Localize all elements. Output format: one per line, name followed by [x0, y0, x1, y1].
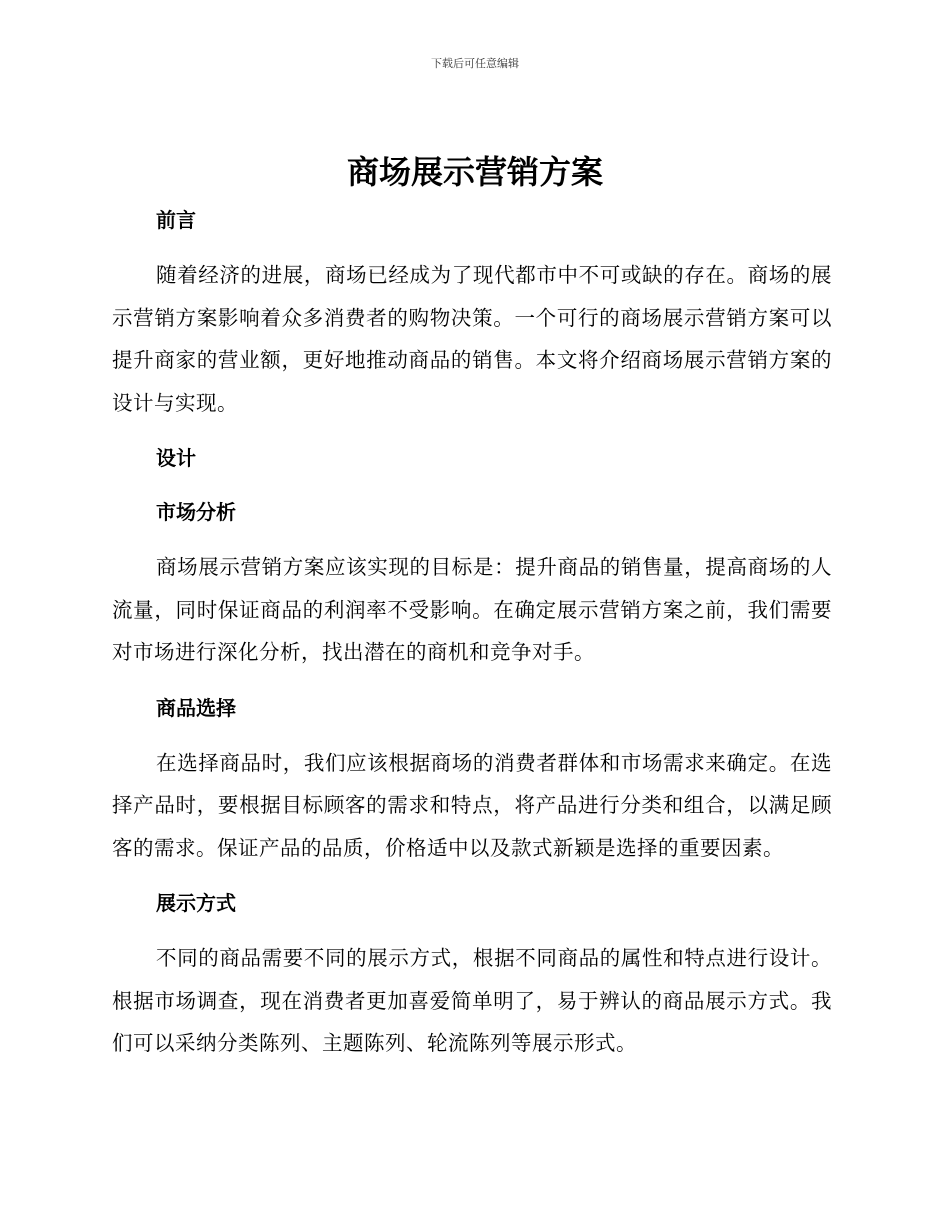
section-heading-display-method: 展示方式 — [156, 891, 236, 915]
header-note: 下载后可任意编辑 — [431, 57, 519, 70]
section-paragraph-product-selection: 在选择商品时，我们应该根据商场的消费者群体和市场需求来确定。在选择产品时，要根据目标顾客的需求和特点，将产品进行分类和组合，以满足顾客的需求。保证产品的品质，价格适中以及款式新颖是选择的重要因素。 — [112, 750, 832, 860]
section-heading-product-selection: 商品选择 — [156, 695, 236, 720]
section-paragraph-display-method: 不同的商品需要不同的展示方式，根据不同商品的属性和特点进行设计。根据市场调查，现在消费者更加喜爱简单明了，易于辨认的商品展示方式。我们可以采纳分类陈列、主题陈列、轮流陈列等展示形式。 — [112, 946, 832, 1055]
section-heading-preface: 前言 — [156, 208, 196, 232]
section-paragraph-market-analysis: 商场展示营销方案应该实现的目标是：提升商品的销售量，提高商场的人流量，同时保证商品的利润率不受影响。在确定展示营销方案之前，我们需要对市场进行深化分析，找出潜在的商机和竞争对手。 — [112, 555, 832, 664]
document-title: 商场展示营销方案 — [346, 153, 603, 191]
section-paragraph-preface: 随着经济的进展，商场已经成为了现代都市中不可或缺的存在。商场的展示营销方案影响着众多消费者的购物决策。一个可行的商场展示营销方案可以提升商家的营业额，更好地推动商品的销售。本文将介绍商场展示营销方案的设计与实现。 — [112, 263, 832, 415]
document-body — [112, 200, 832, 1079]
section-heading-design: 设计 — [156, 446, 196, 470]
section-heading-market-analysis: 市场分析 — [156, 500, 236, 524]
